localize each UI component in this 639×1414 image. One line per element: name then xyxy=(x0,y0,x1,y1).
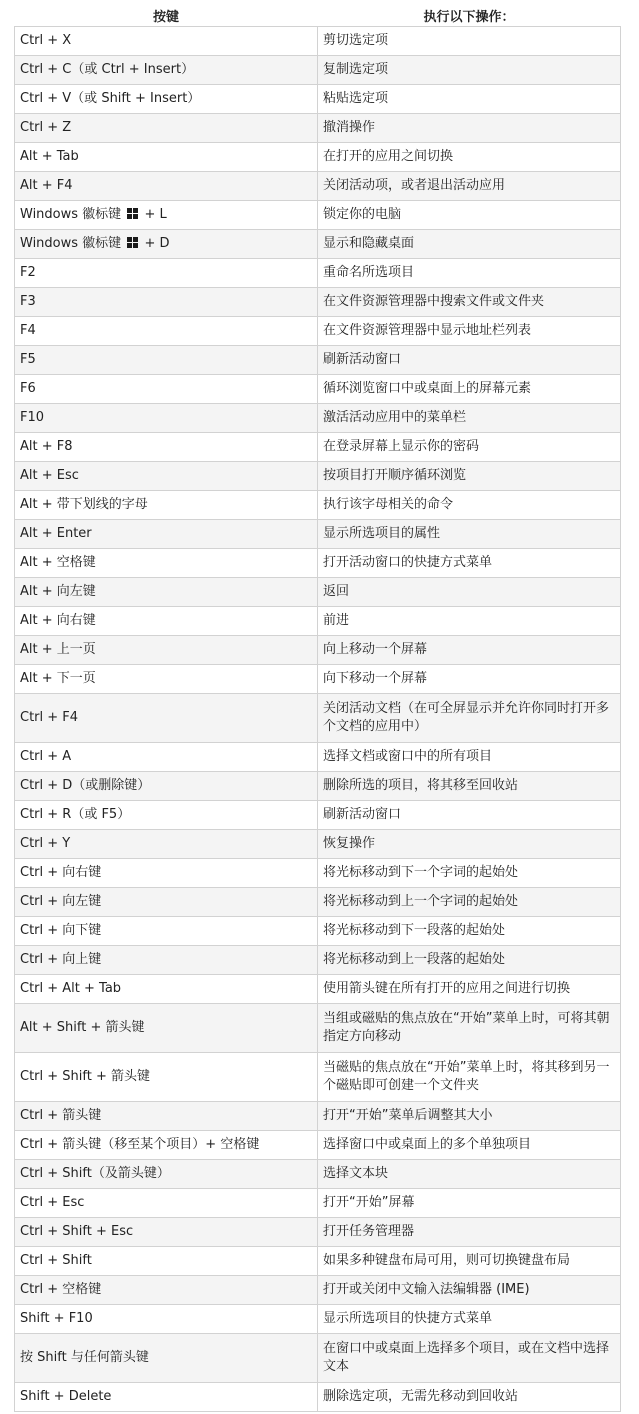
table-row xyxy=(15,888,621,917)
action-description-cell: 刷新活动窗口 xyxy=(318,801,621,830)
shortcut-key-cell: Alt + Tab xyxy=(15,143,318,172)
windows-logo-icon xyxy=(127,237,138,248)
table-row xyxy=(15,801,621,830)
table-row xyxy=(15,1334,621,1383)
shortcut-key-cell: Ctrl + V（或 Shift + Insert） xyxy=(15,85,318,114)
shortcut-key-suffix: + D xyxy=(144,236,170,251)
shortcut-key-cell: Alt + 空格键 xyxy=(15,549,318,578)
action-description-cell: 向上移动一个屏幕 xyxy=(318,636,621,665)
table-row xyxy=(15,743,621,772)
table-row xyxy=(15,317,621,346)
table-row xyxy=(15,1305,621,1334)
shortcut-key-cell: Alt + 向左键 xyxy=(15,578,318,607)
shortcut-key-cell: 按 Shift 与任何箭头键 xyxy=(15,1334,318,1383)
shortcut-key-cell: F4 xyxy=(15,317,318,346)
table-row xyxy=(15,694,621,743)
table-row xyxy=(15,1276,621,1305)
table-row xyxy=(15,859,621,888)
action-description-cell: 当组或磁贴的焦点放在“开始”菜单上时，可将其朝指定方向移动 xyxy=(318,1004,621,1053)
action-description-cell: 在文件资源管理器中显示地址栏列表 xyxy=(318,317,621,346)
table-row xyxy=(15,56,621,85)
shortcut-key-cell: Ctrl + R（或 F5） xyxy=(15,801,318,830)
header-row xyxy=(15,4,621,27)
action-description-cell: 锁定你的电脑 xyxy=(318,201,621,230)
shortcut-key-cell: Alt + Shift + 箭头键 xyxy=(15,1004,318,1053)
shortcut-key-cell: Alt + 带下划线的字母 xyxy=(15,491,318,520)
table-row xyxy=(15,665,621,694)
table-row xyxy=(15,1247,621,1276)
action-description-cell: 显示所选项目的快捷方式菜单 xyxy=(318,1305,621,1334)
shortcut-key-prefix: Windows 徽标键 xyxy=(20,207,122,222)
shortcut-key-cell: Ctrl + Shift + 箭头键 xyxy=(15,1053,318,1102)
action-description-cell: 循环浏览窗口中或桌面上的屏幕元素 xyxy=(318,375,621,404)
action-description-cell: 剪切选定项 xyxy=(318,27,621,56)
shortcut-key-cell: Ctrl + Shift xyxy=(15,1247,318,1276)
table-row xyxy=(15,1383,621,1412)
table-row xyxy=(15,520,621,549)
action-description-cell: 显示和隐藏桌面 xyxy=(318,230,621,259)
action-description-cell: 刷新活动窗口 xyxy=(318,346,621,375)
windows-logo-icon xyxy=(127,208,138,219)
shortcut-key-cell: Ctrl + 箭头键 xyxy=(15,1102,318,1131)
action-description-cell: 打开“开始”屏幕 xyxy=(318,1189,621,1218)
action-description-cell: 使用箭头键在所有打开的应用之间进行切换 xyxy=(318,975,621,1004)
shortcut-key-cell: Shift + F10 xyxy=(15,1305,318,1334)
action-description-cell: 重命名所选项目 xyxy=(318,259,621,288)
shortcut-key-cell: Ctrl + A xyxy=(15,743,318,772)
action-description-cell: 将光标移动到下一个字词的起始处 xyxy=(318,859,621,888)
table-row xyxy=(15,230,621,259)
table-row xyxy=(15,1004,621,1053)
shortcut-key-cell: Alt + F8 xyxy=(15,433,318,462)
shortcut-key-cell: Alt + F4 xyxy=(15,172,318,201)
shortcut-key-cell: Ctrl + 箭头键（移至某个项目）+ 空格键 xyxy=(15,1131,318,1160)
action-description-cell: 粘贴选定项 xyxy=(318,85,621,114)
shortcut-key-cell: Ctrl + 空格键 xyxy=(15,1276,318,1305)
action-description-cell: 删除所选的项目，将其移至回收站 xyxy=(318,772,621,801)
shortcut-key-cell: F6 xyxy=(15,375,318,404)
action-description-cell: 打开“开始”菜单后调整其大小 xyxy=(318,1102,621,1131)
action-description-cell: 打开或关闭中文输入法编辑器 (IME) xyxy=(318,1276,621,1305)
table-row xyxy=(15,143,621,172)
action-description-cell: 当磁贴的焦点放在“开始”菜单上时，将其移到另一个磁贴即可创建一个文件夹 xyxy=(318,1053,621,1102)
action-description-cell: 在打开的应用之间切换 xyxy=(318,143,621,172)
table-row xyxy=(15,259,621,288)
shortcut-key-cell: Ctrl + Shift + Esc xyxy=(15,1218,318,1247)
table-row xyxy=(15,375,621,404)
shortcut-key-cell: Alt + Esc xyxy=(15,462,318,491)
shortcut-key-cell: F3 xyxy=(15,288,318,317)
shortcut-key-cell: Ctrl + Esc xyxy=(15,1189,318,1218)
action-description-cell: 在登录屏幕上显示你的密码 xyxy=(318,433,621,462)
action-description-cell: 显示所选项目的属性 xyxy=(318,520,621,549)
table-row xyxy=(15,288,621,317)
table-row xyxy=(15,462,621,491)
header-action: 执行以下操作： xyxy=(318,4,621,27)
table-row xyxy=(15,404,621,433)
shortcut-key-cell: Ctrl + X xyxy=(15,27,318,56)
action-description-cell: 关闭活动文档（在可全屏显示并允许你同时打开多个文档的应用中） xyxy=(318,694,621,743)
table-row xyxy=(15,578,621,607)
action-description-cell: 在窗口中或桌面上选择多个项目，或在文档中选择文本 xyxy=(318,1334,621,1383)
shortcut-key-cell: F5 xyxy=(15,346,318,375)
table-row xyxy=(15,491,621,520)
table-row xyxy=(15,1218,621,1247)
shortcut-key-cell: Ctrl + 向上键 xyxy=(15,946,318,975)
table-row xyxy=(15,1189,621,1218)
table-row xyxy=(15,1160,621,1189)
shortcut-key-prefix: Windows 徽标键 xyxy=(20,236,122,251)
table-row xyxy=(15,201,621,230)
shortcut-key-cell: Ctrl + Shift（及箭头键） xyxy=(15,1160,318,1189)
action-description-cell: 打开活动窗口的快捷方式菜单 xyxy=(318,549,621,578)
action-description-cell: 将光标移动到上一个字词的起始处 xyxy=(318,888,621,917)
action-description-cell: 复制选定项 xyxy=(318,56,621,85)
shortcut-key-cell: Ctrl + Alt + Tab xyxy=(15,975,318,1004)
action-description-cell: 选择窗口中或桌面上的多个单独项目 xyxy=(318,1131,621,1160)
action-description-cell: 恢复操作 xyxy=(318,830,621,859)
table-row xyxy=(15,27,621,56)
shortcut-key-cell: Alt + Enter xyxy=(15,520,318,549)
table-row xyxy=(15,1053,621,1102)
action-description-cell: 关闭活动项，或者退出活动应用 xyxy=(318,172,621,201)
table-row xyxy=(15,549,621,578)
shortcut-key-cell: Ctrl + Y xyxy=(15,830,318,859)
shortcut-key-cell: Ctrl + 向右键 xyxy=(15,859,318,888)
action-description-cell: 选择文档或窗口中的所有项目 xyxy=(318,743,621,772)
action-description-cell: 将光标移动到下一段落的起始处 xyxy=(318,917,621,946)
shortcut-key-cell: F2 xyxy=(15,259,318,288)
table-row xyxy=(15,85,621,114)
shortcut-key-cell xyxy=(15,201,318,230)
action-description-cell: 删除选定项，无需先移动到回收站 xyxy=(318,1383,621,1412)
table-row xyxy=(15,1102,621,1131)
shortcut-key-cell xyxy=(15,230,318,259)
action-description-cell: 前进 xyxy=(318,607,621,636)
shortcut-key-cell: Ctrl + F4 xyxy=(15,694,318,743)
shortcut-key-cell: Ctrl + Z xyxy=(15,114,318,143)
action-description-cell: 选择文本块 xyxy=(318,1160,621,1189)
shortcut-key-cell: Ctrl + 向左键 xyxy=(15,888,318,917)
action-description-cell: 向下移动一个屏幕 xyxy=(318,665,621,694)
action-description-cell: 如果多种键盘布局可用，则可切换键盘布局 xyxy=(318,1247,621,1276)
table-row xyxy=(15,917,621,946)
table-row xyxy=(15,772,621,801)
action-description-cell: 执行该字母相关的命令 xyxy=(318,491,621,520)
action-description-cell: 返回 xyxy=(318,578,621,607)
action-description-cell: 打开任务管理器 xyxy=(318,1218,621,1247)
action-description-cell: 按项目打开顺序循环浏览 xyxy=(318,462,621,491)
shortcut-key-cell: Alt + 下一页 xyxy=(15,665,318,694)
header-keys: 按键 xyxy=(15,4,318,27)
shortcut-table xyxy=(14,4,621,1412)
table-row xyxy=(15,172,621,201)
shortcut-key-cell: Ctrl + 向下键 xyxy=(15,917,318,946)
table-row xyxy=(15,975,621,1004)
shortcut-key-suffix: + L xyxy=(144,207,167,222)
action-description-cell: 将光标移动到上一段落的起始处 xyxy=(318,946,621,975)
action-description-cell: 撤消操作 xyxy=(318,114,621,143)
table-row xyxy=(15,346,621,375)
table-row xyxy=(15,433,621,462)
shortcut-key-cell: Ctrl + C（或 Ctrl + Insert） xyxy=(15,56,318,85)
table-row xyxy=(15,1131,621,1160)
action-description-cell: 激活活动应用中的菜单栏 xyxy=(318,404,621,433)
table-row xyxy=(15,830,621,859)
shortcut-key-cell: Alt + 向右键 xyxy=(15,607,318,636)
shortcut-key-cell: Alt + 上一页 xyxy=(15,636,318,665)
shortcut-key-cell: F10 xyxy=(15,404,318,433)
shortcut-key-cell: Shift + Delete xyxy=(15,1383,318,1412)
table-row xyxy=(15,607,621,636)
table-row xyxy=(15,636,621,665)
table-row xyxy=(15,946,621,975)
action-description-cell: 在文件资源管理器中搜索文件或文件夹 xyxy=(318,288,621,317)
shortcut-key-cell: Ctrl + D（或删除键） xyxy=(15,772,318,801)
table-row xyxy=(15,114,621,143)
